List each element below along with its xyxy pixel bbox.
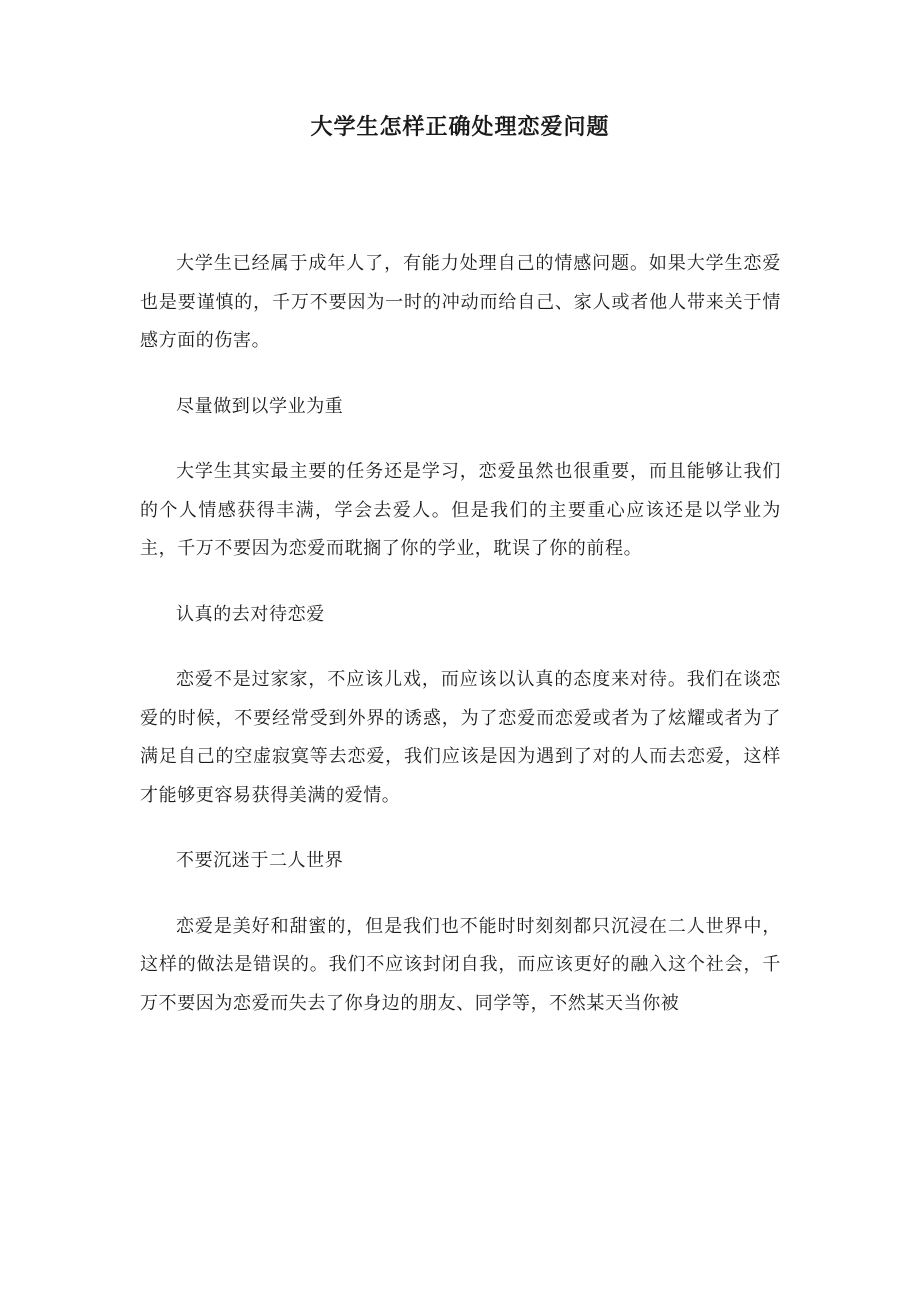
heading-not-indulge: 不要沉迷于二人世界 [176, 850, 344, 871]
document-title: 大学生怎样正确处理恋爱问题 [310, 115, 610, 140]
paragraph-intro: 大学生已经属于成年人了，有能力处理自己的情感问题。如果大学生恋爱也是要谨慎的，千万不要因为一时的冲动而给自己、家人或者他人带来关于情感方面的伤害。 [140, 253, 781, 351]
heading-study-first: 尽量做到以学业为重 [176, 395, 344, 417]
heading-take-seriously: 认真的去对待恋爱 [176, 603, 325, 625]
paragraph-study-first: 大学生其实最主要的任务还是学习，恋爱虽然也很重要，而且能够让我们的个人情感获得丰满，学会去爱人。但是我们的主要重心应该还是以学业为主，千万不要因为恋爱而耽搁了你的学业，耽误了你的前程。 [140, 461, 781, 559]
paragraph-not-indulge: 恋爱是美好和甜蜜的，但是我们也不能时时刻刻都只沉浸在二人世界中，这样的做法是错误的。我们不应该封闭自我，而应该更好的融入这个社会，千万不要因为恋爱而失去了你身边的朋友、同学等，不然某天当你被 [140, 915, 781, 1014]
paragraph-take-seriously: 恋爱不是过家家，不应该儿戏，而应该以认真的态度来对待。我们在谈恋爱的时候，不要经常受到外界的诱惑，为了恋爱而恋爱或者为了炫耀或者为了满足自己的空虚寂寞等去恋爱，我们应该是因为遇到了对的人而去恋爱，这样才能够更容易获得美满的爱情。 [140, 669, 781, 806]
document-body [140, 245, 781, 1023]
